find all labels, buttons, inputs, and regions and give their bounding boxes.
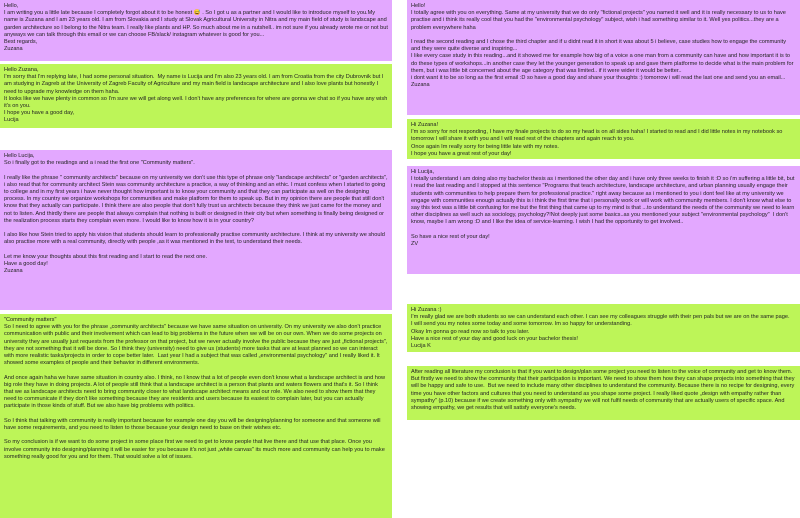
- email-note-zuzana-intro: Hello, I am writing you a little late because I completely forgot about it to be honest 😅 . So I got u as a partner and I would like to introduce myself to you.My name is Zuzana and I am 23 years old. I am from Slovakia and I study at Slovak Agricultural University in Nitra and my main field of study is landscape and garden architecture so I belong to the Nitra team. I really like plants and HP. So much about me in a nutshell.. im not sure if you already wrote me or not but anyways we can talk through this email or we can choose FB/slack/ instagram whatever is good for you... Best regards, Zuzana: [0, 0, 392, 61]
- email-note-zuzana-reading-one: Hello Lucija, So i finally got to the readings and a i read the first one "Community matters". I really like the phrase " community architects" because on my university we don't use this type of phrase only "landscape architects" or "garden architects", i also read that for community architect Stein was community architecture a practice, a way of thinking and an ethic. I must confess when I started to going to college and in my first years i have never thought how important is to know your community and that they can participate as well on the designing process. In my country we organize workshops for communities and make platform for them to speak up. But in my opinion there are people that still don't know that they actually can participate. I think there are also people that don't fully trust us architects because they think we just came for the money and not to listen. And thirdly there are people that always complain that nothing is built or designed in their city but when something is finally being designed or the realization process starts they complain even more. I would like to know how it is in your country? I also like how Stein tried to apply his vision that students should learn to professionally practise community architecture. I think at my university we should also practise more with a real community, directly with people ,as it was mentioned in the text, to understand their needs. Let me know your thoughts about this first reading and I start to read the next one. Have a good day! Zuzana: [0, 150, 392, 310]
- email-note-lucija-apology: Hi Zuzana! I'm so sorry for not responding, I have my finale projects to do so my head is on all sides haha! I started to read and I did little notes in my notebook so tomorrow I will share it with you and I will read rest of the chapters and again reach to you. Once again Im really sorry for being little late with my notes. I hope you have a great rest of your day!: [407, 119, 800, 159]
- email-note-lucija-conclusion: After reading all literature my conclusion is that if you want to design/plan some project you need to listen to the voice of community and get to know them. But firstly we need to show the community that their participation is important. We need to show them how they can shape projects into something that they will be happy and safe to use. But we need to include many other disciplines to understand the community. Because there is no recipe for designing, every time you have other factors and cultures that you need to understand as you shape some project. I really liked quote „design with empathy rather than sympathy" (p.10) because if we create something only with sympathy we will not fulfil needs of community that are actually users of specific space. And showing empathy, we get results that will satisfy everyone's needs.: [407, 366, 800, 420]
- email-note-lucija-intro: Hello Zuzana, I'm sorry that I'm replying late, I had some personal situation. My name is Lucija and I'm also 23 years old. I am from Croatia from the city Dubrovnik but I am studying in Zagreb at the University of Zagreb Faculty of Agriculture and my main field is landscape architecture and I also love plants but honestly I need to upgrade my knowledge on them haha. It looks like we have plenty in common so I'm sure we will get along well. I don't have any preferences for where are gonna we chat so if you have any wish it's on you. I hope you have a good day, Lucija: [0, 64, 392, 128]
- email-note-lucija-community-matters: "Community matters" So I need to agree with you for the phrase „community architects" because we have same situation on university. On my university we also don't practice communication with public and their involvement which can lead to big problems in the future when we will be on our own. When we do some projects on university they are usually just requests from the professor on that project, but we never actually involve the public because they are just „fictional projects", they are not something that it will be done. So I think they (university) need to give us (students) more tasks that are at least planned so we can interact with more realistic tasks/projects in order to cope better later. Last year I had a subject that was called „environmental psychology" and I really liked it. It showed some examples of people and their behavior in different environments. And once again haha we have same situation in country also. I think, no I know that a lot of people even don't know what a landscape architect is and how big role they have in doing projects. A lot of people still think that a landscape architect is a person that plants and waters flowers and that's it. So I think that we as landscape architects need to bring community closer to what landscape architect means and our role. We also need to show them that they need to communicate if they don't like something because they are residents and users because its easiest to complain later, but you can actually participate in those kinds of stuff. But we also have big problems with politics. So I think that talking with community is really important because for example one day you will be designing/planning for someone and that someone will have some requirements, and you need to listen to those because your design need to base on their wishes etc. So my conclusion is if we want to do some project in some place first we need to get to know people that live there and that use that place. Once you involve community into designing/planning it will be easier for you because it's not just „white canvas" its much more and community can help you to make something really good for you and for them. That would solve a lot of issues.: [0, 314, 392, 518]
- email-note-zuzana-second-reading: Hello! I totally agree with you on everything. Same at my university that we do only "fictional projects" you named it well and it is really necessary to us to have practise and i think its really cool that you had the "environmental psychology" subject, wish i had something similar to it. Well yes politics...they are a problem everywhere haha I read the second reading and I chose the third chapter and if u didnt read it in short it was about 5 i believe, case studies how to engage the community and they were quite diverse and inspiring... I like every case study in this reading...and it showed me for example how big of a voice a one man from a community can have and how important it is to do these types of workshops...in another case they let the younger generation to speak up and gave them platforme to decide what is the main problem for them, but i was little bit concerned about the age category that was limited.. if it were wider it would be better.. i dont want it to be so long as the first email :D so have a good day and share your thoughts :) tomorrow i will read the last one and send you an email... Zuzana: [407, 0, 800, 115]
- email-note-zuzana-last-reading: Hi Lucija, I totally understand i am doing also my bachelor thesis as i mentioned the other day and i have only three weeks to finish it :D so i'm suffering a little bit, but i read the last reading and I stopped at this sentence "Programs that teach architecture, landscape architecture, and urban planning usually engage their students with communities to help prepare them for professional practice." right away because as i mentioned to you i dont feel like at my university we engage with communities enough actually this is i think the first time that i personally work or will work with community members. I don't know what else to say this text was a little bit confusing for me but the first thing that came up to my mind is that ...to understand the needs of the community we need to learn other disciplines as well such as sociology, psychology?!Not deeply just some basics..as you mentioned your subject "environmental psychology" I don't know, maybe I am wrong :D and I like the idea of service-learning. I wish I had the opportunity to get involved.. So have a nice rest of your day! ZV: [407, 166, 800, 274]
- email-note-lucija-students: Hi Zuzana :) I'm really glad we are both students so we can understand each other. I can see my colleagues struggle with their pen pals but we are on the same page. I will send you my notes some today and some tomorrow. Im so happy for understanding. Okay Im gonna go read now so talk to you later. Have a nice rest of your day and good luck on your bachelor thesis! Lucija K: [407, 304, 800, 352]
